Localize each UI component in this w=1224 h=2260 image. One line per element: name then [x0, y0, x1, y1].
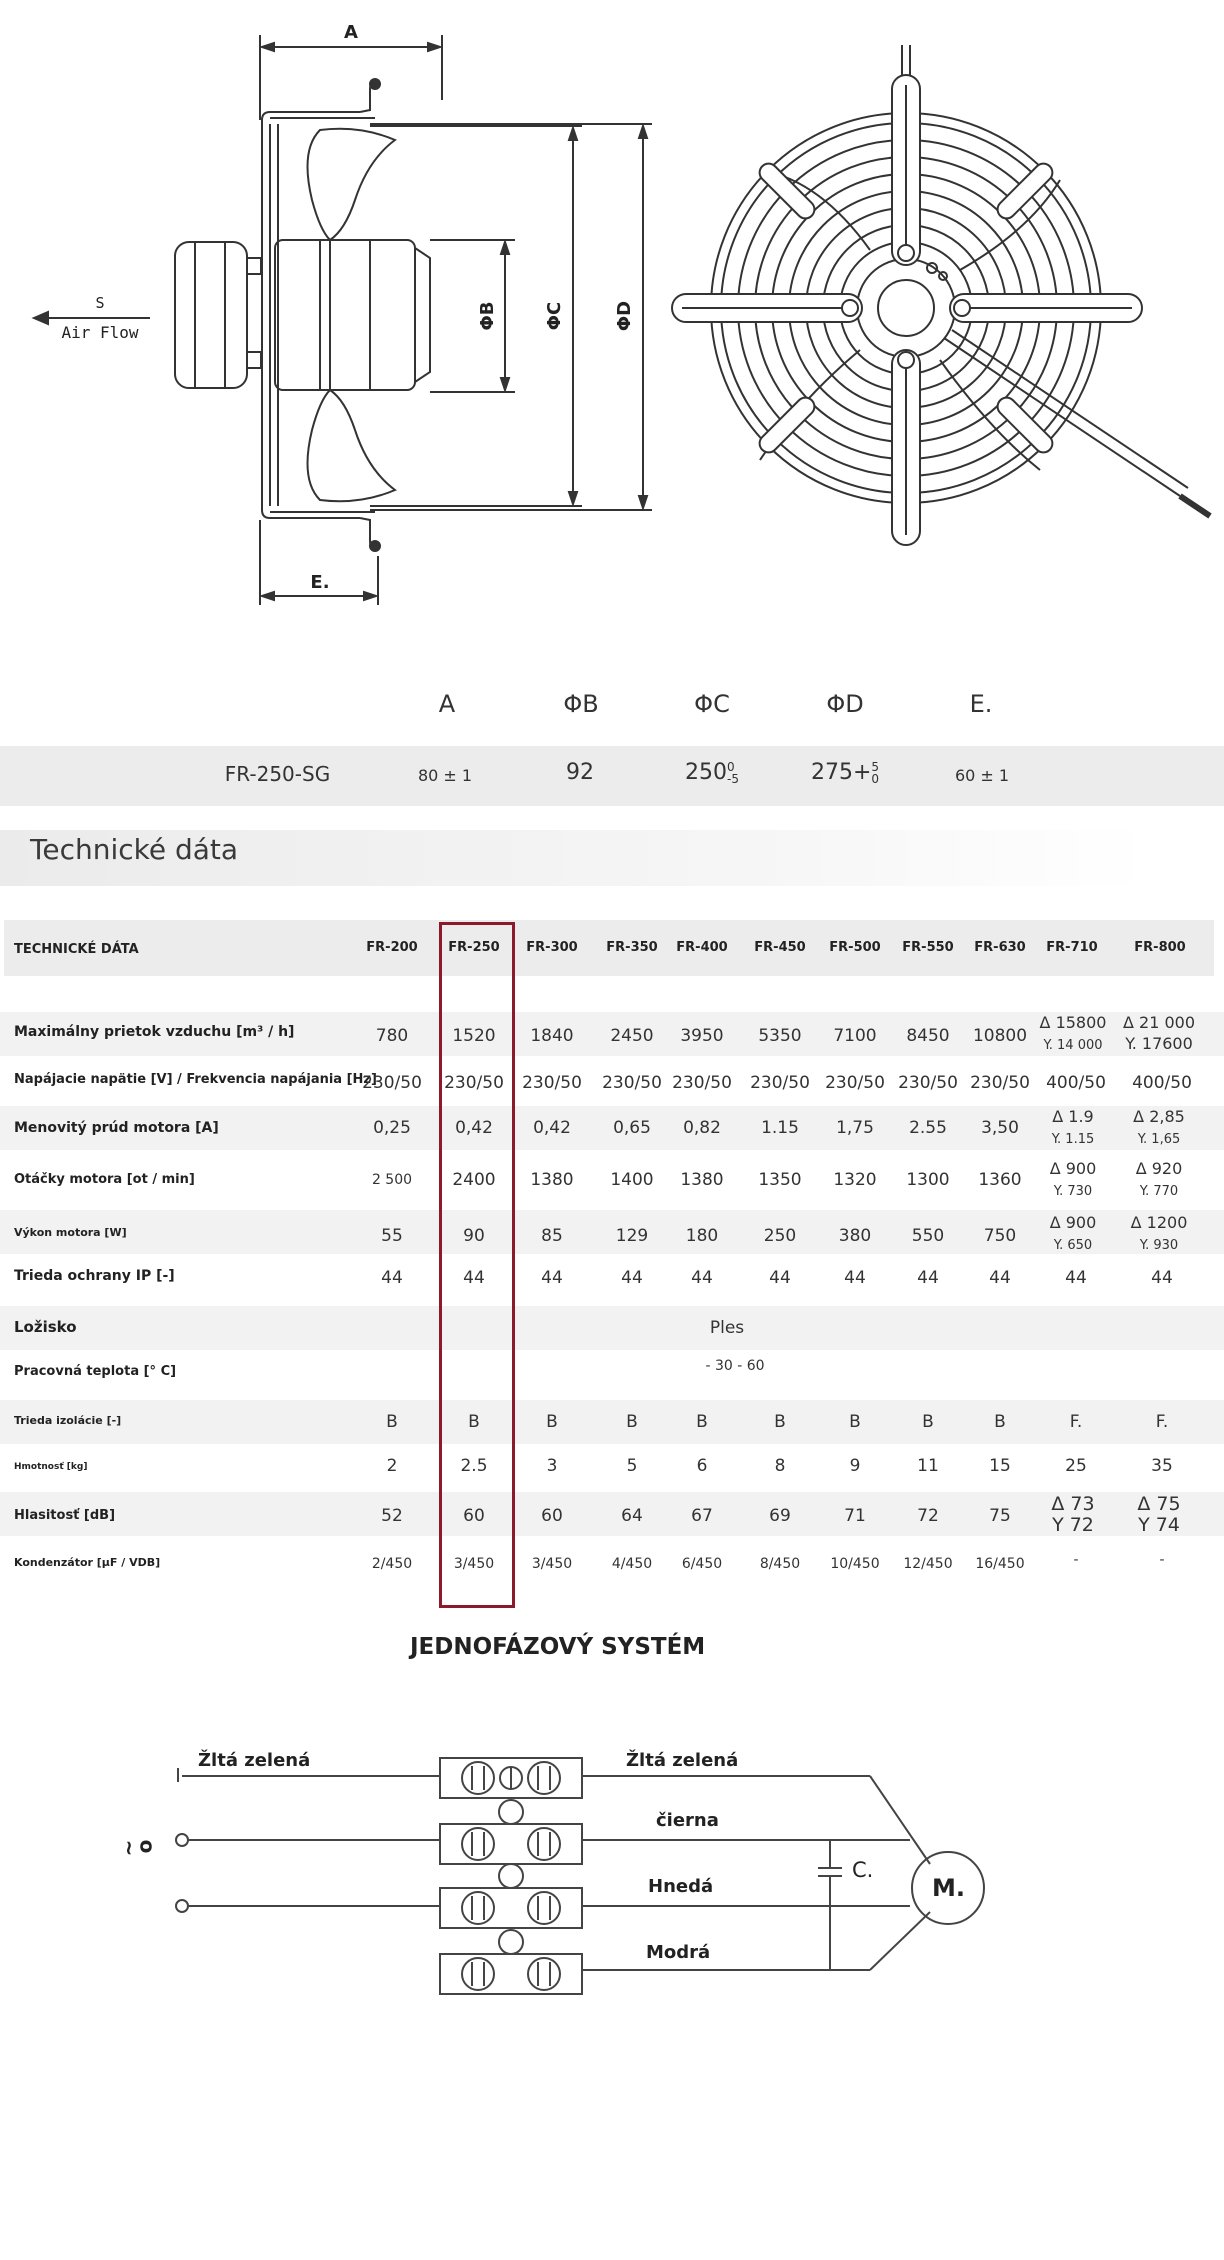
rpm-fr710-y: Y. 730	[1053, 1184, 1093, 1199]
dim-value-e: 60 ± 1	[954, 766, 1010, 785]
row-label-airflow: Maximálny prietok vzduchu [m³ / h]	[14, 1024, 295, 1040]
dim-header-a: A	[438, 690, 456, 718]
cell-rpm-fr350: 1400	[610, 1170, 654, 1190]
cell-insulation-fr800: F.	[1155, 1412, 1169, 1432]
cell-insulation-fr500: B	[849, 1412, 861, 1432]
dim-model: FR-250-SG	[224, 762, 331, 786]
capacitor-label: C.	[852, 1858, 874, 1882]
cell-power-fr450: 250	[763, 1226, 797, 1246]
cell-weight-fr200: 2	[386, 1456, 398, 1476]
dim-value-a: 80 ± 1	[417, 766, 473, 785]
cell-power-fr400: 180	[685, 1226, 719, 1246]
cell-cap-fr350: 4/450	[611, 1556, 653, 1572]
airflow-fr800-delta: Δ 21 000	[1122, 1013, 1195, 1032]
cell-power-fr300: 85	[541, 1226, 563, 1246]
cell-airflow-fr300: 1840	[530, 1026, 574, 1046]
wiring-diagram	[0, 1700, 1224, 2020]
wire-label-black: čierna	[656, 1810, 719, 1831]
wire-label-ground-right: Žltá zelená	[626, 1750, 739, 1771]
cell-ip-fr350: 44	[621, 1268, 643, 1288]
row-label-temp: Pracovná teplota [° C]	[14, 1364, 177, 1379]
rpm-fr800-y: Y. 770	[1139, 1184, 1179, 1199]
row-label-noise: Hlasitosť [dB]	[14, 1508, 116, 1523]
power-fr710-y: Y. 650	[1053, 1238, 1093, 1253]
cell-noise-fr250: 60	[463, 1506, 485, 1526]
dim-c-tol-top: 0	[727, 760, 735, 774]
cell-noise-fr450: 69	[769, 1506, 791, 1526]
cell-current-fr710	[1028, 1106, 1118, 1150]
noise-fr800-delta: Δ 75	[1137, 1493, 1181, 1515]
cell-insulation-fr300: B	[546, 1412, 558, 1432]
current-fr710-y: Y. 1.15	[1051, 1132, 1095, 1147]
cell-rpm-fr250: 2400	[452, 1170, 496, 1190]
col-fr-250: FR-250	[448, 940, 500, 955]
dim-d-tol-bottom: 0	[871, 772, 880, 786]
cell-airflow-fr800	[1114, 1012, 1204, 1054]
rpm-fr710-delta: Δ 900	[1049, 1159, 1097, 1178]
current-fr800-y: Y. 1,65	[1137, 1132, 1181, 1147]
cell-insulation-fr250: B	[468, 1412, 480, 1432]
cell-airflow-fr200: 780	[375, 1026, 409, 1046]
cell-rpm-fr500: 1320	[833, 1170, 877, 1190]
cell-cap-fr250: 3/450	[453, 1556, 495, 1572]
noise-fr710-y: Y 72	[1052, 1514, 1094, 1536]
dim-d-tol-top: 5	[871, 760, 880, 774]
cell-ip-fr450: 44	[769, 1268, 791, 1288]
cell-ip-fr710: 44	[1065, 1268, 1087, 1288]
table-header-label: TECHNICKÉ DÁTA	[14, 942, 139, 957]
dim-label-e: E.	[310, 572, 330, 593]
cell-cap-fr450: 8/450	[759, 1556, 801, 1572]
row-label-ip: Trieda ochrany IP [-]	[14, 1268, 175, 1284]
col-fr-400: FR-400	[676, 940, 728, 955]
current-fr710-delta: Δ 1.9	[1052, 1107, 1094, 1126]
cell-cap-fr500: 10/450	[830, 1556, 880, 1572]
row-label-capacitor: Kondenzátor [μF / VDB]	[14, 1556, 161, 1569]
airflow-label: Air Flow	[61, 323, 139, 342]
cell-power-fr200: 55	[381, 1226, 403, 1246]
cell-current-fr800	[1114, 1106, 1204, 1150]
cell-rpm-fr200: 2 500	[371, 1172, 413, 1188]
cell-ip-fr250: 44	[463, 1268, 485, 1288]
dim-c-tol-bottom: -5	[727, 772, 739, 786]
power-fr800-delta: Δ 1200	[1130, 1213, 1188, 1232]
cell-cap-fr400: 6/450	[681, 1556, 723, 1572]
cell-cap-fr550: 12/450	[903, 1556, 953, 1572]
cell-airflow-fr710	[1028, 1012, 1118, 1056]
cell-current-fr400: 0,82	[683, 1118, 721, 1138]
cell-weight-fr710: 25	[1065, 1456, 1087, 1476]
row-band-bearing	[0, 1306, 1224, 1350]
col-fr-500: FR-500	[829, 940, 881, 955]
airflow-s-label: S	[95, 294, 105, 312]
cell-weight-fr300: 3	[546, 1456, 558, 1476]
section-title: Technické dáta	[30, 833, 239, 866]
cell-power-fr630: 750	[983, 1226, 1017, 1246]
airflow-fr710-y: Y. 14 000	[1043, 1038, 1103, 1053]
cell-noise-fr400: 67	[691, 1506, 713, 1526]
cell-power-fr550: 550	[911, 1226, 945, 1246]
power-fr800-y: Y. 930	[1139, 1238, 1179, 1253]
cell-ip-fr550: 44	[917, 1268, 939, 1288]
cell-voltage-fr710: 400/50	[1046, 1073, 1106, 1093]
dim-label-b: ΦB	[477, 301, 498, 331]
cell-ip-fr500: 44	[844, 1268, 866, 1288]
cell-voltage-fr630: 230/50	[970, 1073, 1030, 1093]
cell-noise-fr300: 60	[541, 1506, 563, 1526]
cell-rpm-fr550: 1300	[906, 1170, 950, 1190]
dim-value-b: 92	[566, 760, 594, 785]
row-label-power: Výkon motora [W]	[14, 1226, 127, 1239]
row-label-current: Menovitý prúd motora [A]	[14, 1120, 219, 1136]
cell-airflow-fr400: 3950	[680, 1026, 724, 1046]
cell-voltage-fr450: 230/50	[750, 1073, 810, 1093]
cell-power-fr350: 129	[615, 1226, 649, 1246]
cell-current-fr200: 0,25	[373, 1118, 411, 1138]
col-fr-350: FR-350	[606, 940, 658, 955]
cell-noise-fr710	[1028, 1494, 1118, 1536]
power-fr710-delta: Δ 900	[1049, 1213, 1097, 1232]
cell-airflow-fr630: 10800	[972, 1026, 1028, 1046]
cell-voltage-fr550: 230/50	[898, 1073, 958, 1093]
cell-cap-fr300: 3/450	[531, 1556, 573, 1572]
cell-weight-fr800: 35	[1151, 1456, 1173, 1476]
current-fr800-delta: Δ 2,85	[1133, 1107, 1185, 1126]
dim-value-c-main: 250	[685, 760, 728, 785]
rpm-fr800-delta: Δ 920	[1135, 1159, 1183, 1178]
cell-insulation-fr550: B	[922, 1412, 934, 1432]
cell-rpm-fr710	[1028, 1158, 1118, 1202]
col-fr-200: FR-200	[366, 940, 418, 955]
dim-label-c: ΦC	[544, 301, 565, 331]
cell-weight-fr630: 15	[989, 1456, 1011, 1476]
cell-voltage-fr300: 230/50	[522, 1073, 582, 1093]
cell-cap-fr200: 2/450	[371, 1556, 413, 1572]
cell-voltage-fr200: 230/50	[362, 1073, 422, 1093]
col-fr-800: FR-800	[1134, 940, 1186, 955]
cell-airflow-fr250: 1520	[452, 1026, 496, 1046]
cell-cap-fr630: 16/450	[975, 1556, 1025, 1572]
airflow-fr710-delta: Δ 15800	[1039, 1013, 1107, 1032]
cell-weight-fr550: 11	[917, 1456, 939, 1476]
fr-250-highlight	[439, 922, 515, 1608]
cell-rpm-fr450: 1350	[758, 1170, 802, 1190]
cell-noise-fr350: 64	[621, 1506, 643, 1526]
cell-airflow-fr350: 2450	[610, 1026, 654, 1046]
row-label-bearing: Ložisko	[14, 1318, 77, 1336]
cell-weight-fr350: 5	[626, 1456, 638, 1476]
motor-label: M.	[932, 1874, 965, 1902]
cell-voltage-fr350: 230/50	[602, 1073, 662, 1093]
cell-power-fr250: 90	[463, 1226, 485, 1246]
cell-rpm-fr400: 1380	[680, 1170, 724, 1190]
cell-ip-fr630: 44	[989, 1268, 1011, 1288]
cell-noise-fr500: 71	[844, 1506, 866, 1526]
cell-voltage-fr250: 230/50	[444, 1073, 504, 1093]
dim-header-e: E.	[969, 690, 993, 718]
cell-current-fr450: 1.15	[761, 1118, 799, 1138]
airflow-fr800-y: Y. 17600	[1125, 1034, 1193, 1053]
fan-front-view	[672, 45, 1210, 545]
dim-label-a: A	[344, 22, 358, 43]
cell-ip-fr800: 44	[1151, 1268, 1173, 1288]
row-label-insulation: Trieda izolácie [-]	[14, 1414, 122, 1427]
dim-value-c	[672, 760, 752, 785]
cell-insulation-fr200: B	[386, 1412, 398, 1432]
cell-rpm-fr300: 1380	[530, 1170, 574, 1190]
cell-weight-fr500: 9	[849, 1456, 861, 1476]
wire-label-blue: Modrá	[646, 1942, 711, 1963]
cell-noise-fr630: 75	[989, 1506, 1011, 1526]
cell-ip-fr400: 44	[691, 1268, 713, 1288]
cell-power-fr800	[1114, 1212, 1204, 1256]
cell-rpm-fr630: 1360	[978, 1170, 1022, 1190]
supply-symbol: o ~	[117, 1839, 160, 1857]
wire-label-brown: Hnedá	[648, 1876, 714, 1897]
cell-current-fr500: 1,75	[836, 1118, 874, 1138]
cell-power-fr500: 380	[838, 1226, 872, 1246]
cell-insulation-fr450: B	[774, 1412, 786, 1432]
cell-insulation-fr630: B	[994, 1412, 1006, 1432]
wire-label-ground-left: Žltá zelená	[198, 1750, 311, 1771]
dim-value-d-main: 275+	[810, 760, 872, 785]
cell-airflow-fr500: 7100	[833, 1026, 877, 1046]
cell-cap-fr710: -	[1073, 1552, 1079, 1568]
row-label-weight: Hmotnosť [kg]	[14, 1462, 88, 1472]
cell-noise-fr550: 72	[917, 1506, 939, 1526]
cell-noise-fr200: 52	[381, 1506, 403, 1526]
cell-current-fr300: 0,42	[533, 1118, 571, 1138]
fan-drawing	[0, 0, 1224, 640]
cell-noise-fr800	[1114, 1494, 1204, 1536]
cell-voltage-fr800: 400/50	[1132, 1073, 1192, 1093]
cell-insulation-fr350: B	[626, 1412, 638, 1432]
dim-header-b: ΦB	[563, 690, 599, 718]
cell-weight-fr400: 6	[696, 1456, 708, 1476]
col-fr-710: FR-710	[1046, 940, 1098, 955]
dim-header-c: ΦC	[694, 690, 730, 718]
cell-current-fr250: 0,42	[455, 1118, 493, 1138]
dim-header-d: ΦD	[826, 690, 864, 718]
cell-rpm-fr800	[1114, 1158, 1204, 1202]
col-fr-550: FR-550	[902, 940, 954, 955]
cell-current-fr350: 0,65	[613, 1118, 651, 1138]
row-label-voltage: Napájacie napätie [V] / Frekvencia napájania [Hz]	[14, 1072, 377, 1087]
dim-value-d	[800, 760, 890, 785]
cell-voltage-fr400: 230/50	[672, 1073, 732, 1093]
cell-voltage-fr500: 230/50	[825, 1073, 885, 1093]
col-fr-630: FR-630	[974, 940, 1026, 955]
noise-fr710-delta: Δ 73	[1051, 1493, 1095, 1515]
cell-cap-fr800: -	[1159, 1552, 1165, 1568]
cell-bearing: Ples	[709, 1318, 745, 1338]
cell-airflow-fr450: 5350	[758, 1026, 802, 1046]
cell-temp: - 30 - 60	[705, 1358, 765, 1374]
cell-insulation-fr400: B	[696, 1412, 708, 1432]
cell-ip-fr300: 44	[541, 1268, 563, 1288]
cell-weight-fr250: 2.5	[460, 1456, 488, 1476]
cell-airflow-fr550: 8450	[906, 1026, 950, 1046]
cell-current-fr550: 2.55	[909, 1118, 947, 1138]
cell-weight-fr450: 8	[774, 1456, 786, 1476]
noise-fr800-y: Y 74	[1138, 1514, 1180, 1536]
wiring-title: JEDNOFÁZOVÝ SYSTÉM	[410, 1634, 706, 1660]
cell-insulation-fr710: F.	[1069, 1412, 1083, 1432]
col-fr-450: FR-450	[754, 940, 806, 955]
cell-ip-fr200: 44	[381, 1268, 403, 1288]
cell-power-fr710	[1028, 1212, 1118, 1256]
row-label-rpm: Otáčky motora [ot / min]	[14, 1172, 195, 1187]
dim-label-d: ΦD	[614, 300, 635, 332]
cell-current-fr630: 3,50	[981, 1118, 1019, 1138]
col-fr-300: FR-300	[526, 940, 578, 955]
